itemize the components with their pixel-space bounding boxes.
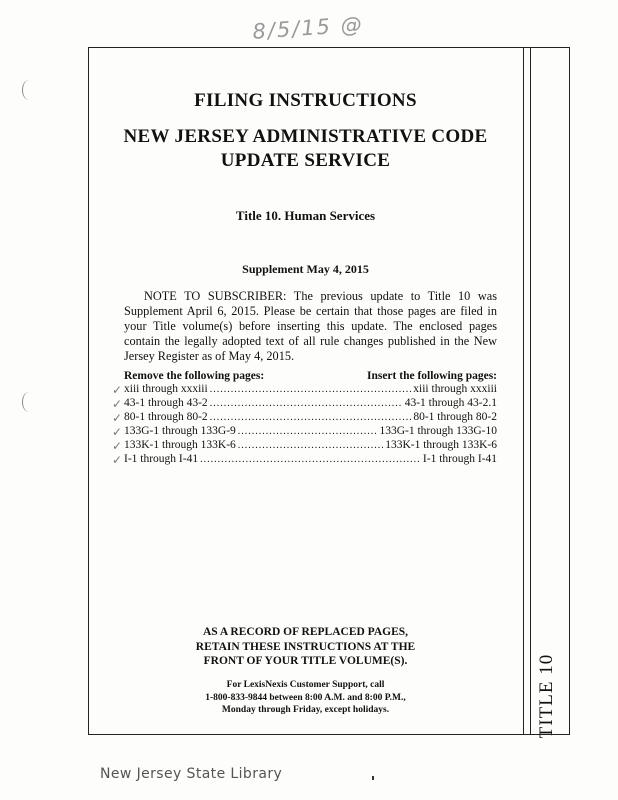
remove-pages: xiii through xxxiii xyxy=(124,383,208,395)
handwritten-date-note: 8/5/15 @ xyxy=(251,12,365,44)
check-mark-icon: ✓ xyxy=(112,425,123,439)
remove-pages: 133G-1 through 133G-9 xyxy=(124,425,236,437)
page-row xyxy=(112,439,497,453)
insert-pages: 133G-1 through 133G-10 xyxy=(379,425,497,437)
subscriber-note: NOTE TO SUBSCRIBER: The previous update to Title 10 was Supplement April 6, 2015. Please be certain that those pages are filed in your Title volume(s) before inserting this update. The enclosed pages contain the legally adopted text of all rule changes published in the New Jersey Register as of May 4, 2015. xyxy=(124,289,497,363)
remove-header: Remove the following pages: xyxy=(124,370,265,382)
subtitle-line-1: NEW JERSEY ADMINISTRATIVE CODE xyxy=(123,126,488,147)
support-line-3: Monday through Friday, except holidays. xyxy=(221,705,390,715)
remove-pages: 80-1 through 80-2 xyxy=(124,411,208,423)
support-line-2: 1-800-833-9844 between 8:00 A.M. and 8:00 P.M., xyxy=(205,692,406,703)
column-headers xyxy=(124,370,497,384)
page-row xyxy=(112,411,497,425)
insert-pages: 80-1 through 80-2 xyxy=(413,411,497,423)
scan-speck xyxy=(372,776,374,780)
insert-pages: I-1 through I-41 xyxy=(422,453,497,465)
remove-pages: I-1 through I-41 xyxy=(124,453,199,465)
remove-pages: 133K-1 through 133K-6 xyxy=(124,439,236,451)
leader-dots xyxy=(210,398,403,409)
punch-hole-mark xyxy=(22,392,36,412)
page-row xyxy=(112,453,497,467)
check-mark-icon: ✓ xyxy=(112,383,123,397)
page-row xyxy=(112,425,497,439)
remove-pages: 43-1 through 43-2 xyxy=(124,397,208,409)
record-line-1: AS A RECORD OF REPLACED PAGES, xyxy=(202,626,409,638)
subtitle-line-2: UPDATE SERVICE xyxy=(220,150,391,171)
insert-pages: 133K-1 through 133K-6 xyxy=(385,439,497,451)
page-title: FILING INSTRUCTIONS xyxy=(194,90,417,111)
support-contact xyxy=(88,679,523,717)
support-line-1: For LexisNexis Customer Support, call xyxy=(226,680,385,690)
page-row xyxy=(112,397,497,411)
record-line-2: RETAIN THESE INSTRUCTIONS AT THE xyxy=(195,640,416,653)
page-list xyxy=(112,383,497,467)
insert-pages: xiii through xxxiii xyxy=(413,383,497,395)
record-notice xyxy=(88,625,523,669)
page-subtitle xyxy=(88,125,523,173)
insert-header: Insert the following pages: xyxy=(366,370,497,382)
check-mark-icon: ✓ xyxy=(112,439,123,453)
page-row xyxy=(112,383,497,397)
leader-dots xyxy=(238,440,383,451)
leader-dots xyxy=(238,426,378,437)
punch-hole-mark xyxy=(22,80,36,100)
leader-dots xyxy=(210,412,412,423)
check-mark-icon: ✓ xyxy=(112,397,123,411)
title-tab xyxy=(523,47,570,739)
library-stamp: New Jersey State Library xyxy=(100,766,283,782)
record-line-3: FRONT OF YOUR TITLE VOLUME(S). xyxy=(203,655,408,667)
leader-dots xyxy=(200,454,421,465)
check-mark-icon: ✓ xyxy=(112,411,123,425)
tab-label: TITLE 10 xyxy=(535,653,557,739)
check-mark-icon: ✓ xyxy=(112,453,123,467)
supplement-date: Supplement May 4, 2015 xyxy=(242,262,369,276)
section-heading: Title 10. Human Services xyxy=(235,208,376,223)
leader-dots xyxy=(210,384,412,395)
insert-pages: 43-1 through 43-2.1 xyxy=(404,397,497,409)
